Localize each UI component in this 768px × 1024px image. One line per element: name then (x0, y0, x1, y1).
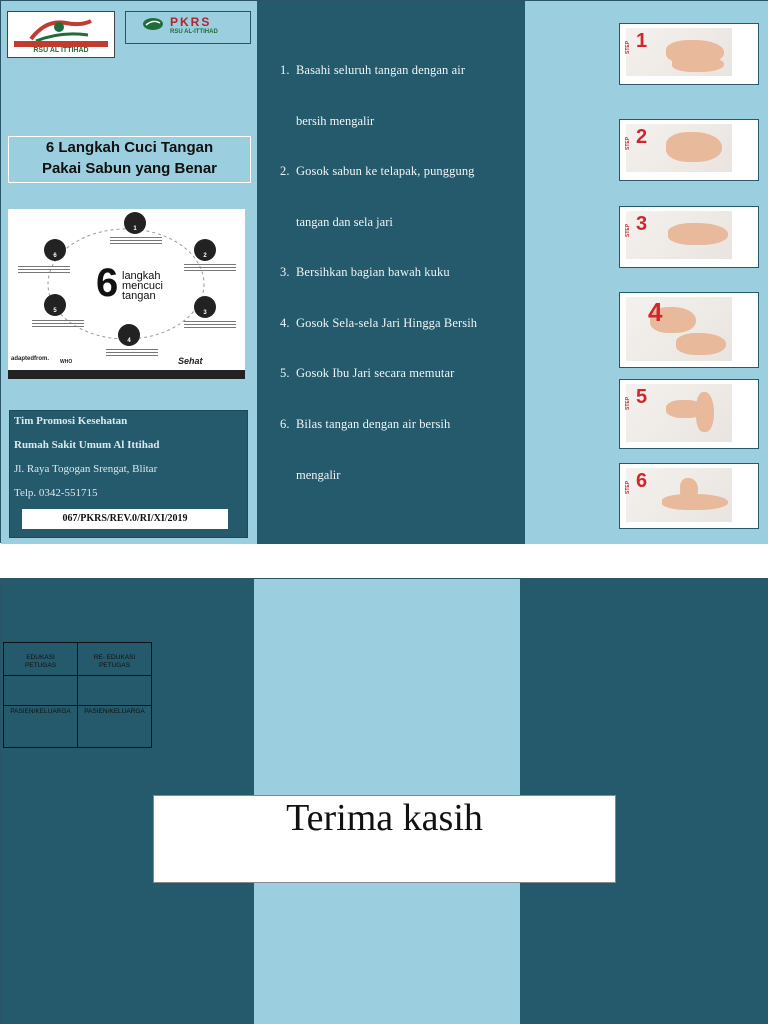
title-line-2: Pakai Sabun yang Benar (41, 160, 218, 177)
step-5: 5. Gosok Ibu Jari secara memutar (280, 366, 455, 380)
step-1-cont: bersih mengalir (296, 114, 375, 128)
pkrs-logo (125, 11, 251, 44)
leaflet-back (0, 578, 768, 1024)
poster-caption (110, 237, 162, 245)
edu-officer-sign (4, 676, 78, 706)
step-photo-6: STEP 6 (619, 463, 759, 529)
step-photo-5: STEP 5 (619, 379, 759, 449)
poster-caption (106, 349, 158, 357)
re-edu-officer-sign (78, 676, 152, 706)
poster-caption (32, 320, 84, 328)
poster-caption (18, 266, 70, 274)
poster-step-icon: 1 (124, 212, 146, 234)
step-photo-2: STEP 2 (619, 119, 759, 181)
step-photo-3: STEP 3 (619, 206, 759, 268)
re-edu-patient-label: PASIEN/KELUARGA (78, 706, 152, 748)
left-panel (1, 1, 257, 544)
pkrs-leaf-icon (142, 17, 164, 31)
team-name: Tim Promosi Kesehatan (14, 415, 128, 427)
step-badge: 3 (636, 213, 648, 235)
pkrs-title: PKRS (170, 15, 212, 29)
step-badge: 4 (648, 297, 663, 327)
rsu-logo (7, 11, 115, 58)
edu-header: EDUKASI PETUGAS (4, 643, 78, 676)
poster-step-icon: 2 (194, 239, 216, 261)
team-info-box (9, 410, 248, 538)
step-photo-1: STEP 1 (619, 23, 759, 85)
step-6-cont: mengalir (296, 468, 341, 482)
poster-caption (184, 321, 236, 329)
hospital-name: Rumah Sakit Umum Al Ittihad (14, 439, 160, 451)
poster-footer-left: adaptedfrom. (11, 356, 50, 362)
thank-you-box: Terima kasih (153, 795, 616, 883)
step-1: 1. Basahi seluruh tangan dengan air (280, 63, 466, 77)
step-badge: 2 (636, 126, 648, 148)
poster-footer-right: Sehat (178, 356, 203, 366)
poster-big-number: 6 (96, 261, 119, 305)
step-badge: 5 (636, 386, 648, 408)
step-photo-4 (619, 292, 759, 368)
poster-footer-bar (8, 370, 245, 379)
pkrs-subtitle: RSU AL-ITTIHAD (170, 29, 218, 35)
poster-step-icon: 6 (44, 239, 66, 261)
document-code: 067/PKRS/REV.0/RI/XI/2019 (22, 509, 228, 529)
phone: Telp. 0342-551715 (14, 487, 98, 499)
poster-caption-text: langkah mencuci tangan (122, 270, 163, 302)
poster-caption (184, 264, 236, 272)
step-2: 2. Gosok sabun ke telapak, punggung (280, 164, 475, 178)
poster-step-icon: 4 (118, 324, 140, 346)
edu-patient-label: PASIEN/KELUARGA (4, 706, 78, 748)
rsu-logo-text: RSU AL ITTIHAD (33, 47, 89, 54)
leaflet-title (8, 136, 251, 183)
step-3: 3. Bersihkan bagian bawah kuku (280, 265, 450, 279)
address: Jl. Raya Togogan Srengat, Blitar (14, 463, 158, 475)
step-2-cont: tangan dan sela jari (296, 215, 393, 229)
education-table (3, 642, 152, 748)
poster-footer-who: WHO (60, 359, 73, 365)
poster-step-icon: 3 (194, 296, 216, 318)
step-6: 6. Bilas tangan dengan air bersih (280, 417, 451, 431)
title-line-1: 6 Langkah Cuci Tangan (45, 139, 214, 156)
handwash-poster (8, 209, 245, 379)
step-badge: 1 (636, 30, 648, 52)
step-badge: 6 (636, 470, 648, 492)
poster-step-icon: 5 (44, 294, 66, 316)
step-4: 4. Gosok Sela-sela Jari Hingga Bersih (280, 316, 478, 330)
re-edu-header: RE- EDUKASI PETUGAS (78, 643, 152, 676)
rsu-emblem-icon (26, 17, 96, 43)
